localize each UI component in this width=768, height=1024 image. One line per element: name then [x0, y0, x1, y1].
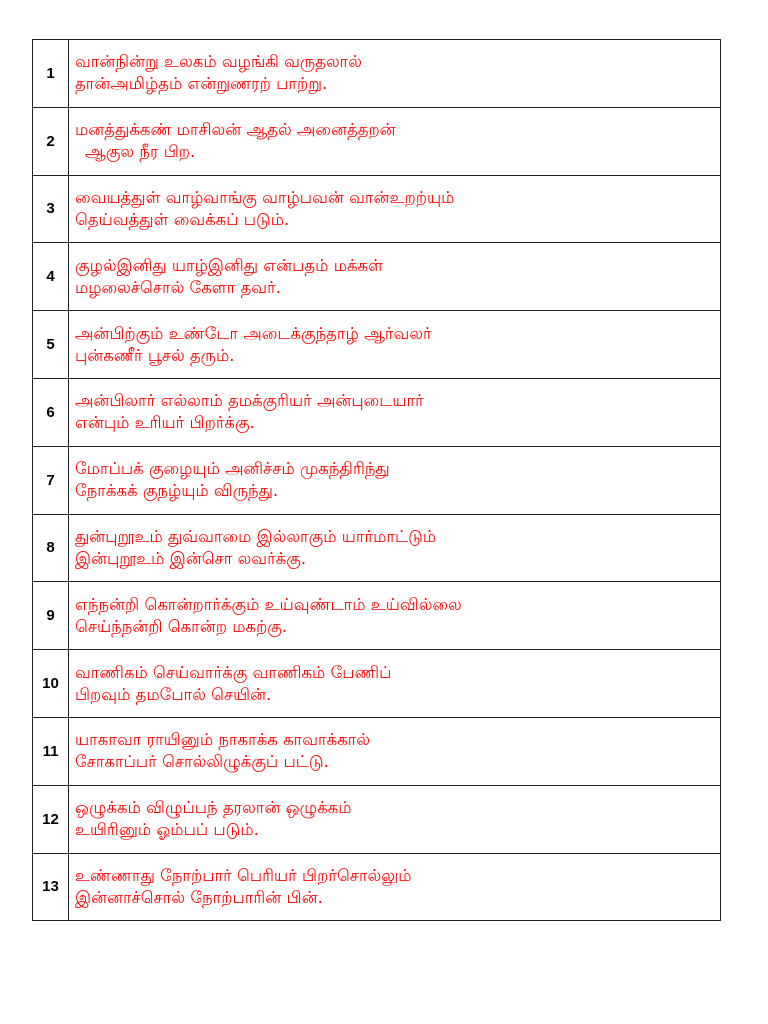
verse-text [69, 243, 721, 311]
verse-number: 5 [33, 311, 69, 379]
verse-number: 7 [33, 446, 69, 514]
verse-text [69, 717, 721, 785]
verse-line-1: வையத்துள் வாழ்வாங்கு வாழ்பவன் வான்உறற்யும் [75, 187, 455, 207]
verse-line-1: வாணிகம் செய்வார்க்கு வாணிகம் பேணிப் [75, 662, 392, 682]
verse-line-1: யாகாவா ராயினும் நாகாக்க காவாக்கால் [75, 730, 371, 750]
verse-line-1: அன்பிற்கும் உண்டோ அடைக்குந்தாழ் ஆர்வலர் [75, 323, 432, 343]
verse-line-1: வான்நின்று உலகம் வழங்கி வருதலால் [75, 52, 362, 72]
verse-line-2: தெய்வத்துள் வைக்கப் படும். [75, 209, 290, 229]
verse-text [69, 107, 721, 175]
verse-line-1: எந்நன்றி கொன்றார்க்கும் உய்வுண்டாம் உய்வில்லை [75, 594, 462, 614]
verse-line-1: மோப்பக் குழையும் அனிச்சம் முகந்திரிந்து [75, 459, 390, 479]
table-row [33, 378, 721, 446]
verse-line-2: இன்னாச்சொல் நோற்பாரின் பின். [75, 887, 323, 907]
verse-line-2: செய்ந்நன்றி கொன்ற மகற்கு. [75, 616, 288, 636]
verse-number: 2 [33, 107, 69, 175]
verse-line-2: இன்புறூஉம் இன்சொ லவர்க்கு. [75, 548, 307, 568]
verse-number: 1 [33, 40, 69, 108]
verse-line-1: உண்ணாது நோற்பார் பெரியர் பிறர்சொல்லும் [75, 865, 412, 885]
table-row [33, 853, 721, 921]
verse-text [69, 514, 721, 582]
verse-text [69, 175, 721, 243]
verse-text [69, 853, 721, 921]
verse-number: 13 [33, 853, 69, 921]
verse-number: 12 [33, 785, 69, 853]
verse-line-2: ஆகுல நீர பிற. [85, 142, 196, 162]
verse-text [69, 582, 721, 650]
table-row [33, 514, 721, 582]
verse-text [69, 650, 721, 718]
verse-line-2: நோக்கக் குநழ்யும் விருந்து. [75, 481, 279, 501]
table-row [33, 243, 721, 311]
verse-line-2: தான்அமிழ்தம் என்றுணரற் பாற்று. [75, 74, 328, 94]
verse-number: 3 [33, 175, 69, 243]
table-row [33, 311, 721, 379]
verse-number: 6 [33, 378, 69, 446]
verse-line-1: அன்பிலார் எல்லாம் தமக்குரியர் அன்புடையார் [75, 391, 424, 411]
verse-line-2: உயிரினும் ஓம்பப் படும். [75, 820, 259, 840]
verse-line-2: மழலைச்சொல் கேளா தவர். [75, 277, 281, 297]
table-row [33, 40, 721, 108]
verse-text [69, 785, 721, 853]
verse-line-1: ஒழுக்கம் விழுப்பந் தரலான் ஒழுக்கம் [75, 798, 352, 818]
verse-table [32, 39, 721, 921]
verse-line-2: பிறவும் தமபோல் செயின். [75, 684, 272, 704]
verse-line-1: துன்புறூஉம் துவ்வாமை இல்லாகும் யார்மாட்டும் [75, 526, 437, 546]
verse-line-1: குழல்இனிது யாழ்இனிது என்பதம் மக்கள் [75, 255, 383, 275]
verse-number: 4 [33, 243, 69, 311]
table-row [33, 582, 721, 650]
verse-number: 9 [33, 582, 69, 650]
verse-line-1: மனத்துக்கண் மாசிலன் ஆதல் அனைத்தறன் [75, 120, 396, 140]
verse-text [69, 378, 721, 446]
verse-line-2: சோகாப்பர் சொல்லிழுக்குப் பட்டு. [75, 752, 329, 772]
table-row [33, 175, 721, 243]
verse-table-body [33, 40, 721, 921]
verse-line-2: புன்கணீர் பூசல் தரும். [75, 345, 235, 365]
verse-number: 10 [33, 650, 69, 718]
table-row [33, 107, 721, 175]
verse-line-2: என்பும் உரியர் பிறர்க்கு. [75, 413, 255, 433]
verse-number: 11 [33, 717, 69, 785]
verse-number: 8 [33, 514, 69, 582]
table-row [33, 446, 721, 514]
table-row [33, 785, 721, 853]
verse-text [69, 446, 721, 514]
verse-text [69, 311, 721, 379]
table-row [33, 717, 721, 785]
table-row [33, 650, 721, 718]
verse-text [69, 40, 721, 108]
